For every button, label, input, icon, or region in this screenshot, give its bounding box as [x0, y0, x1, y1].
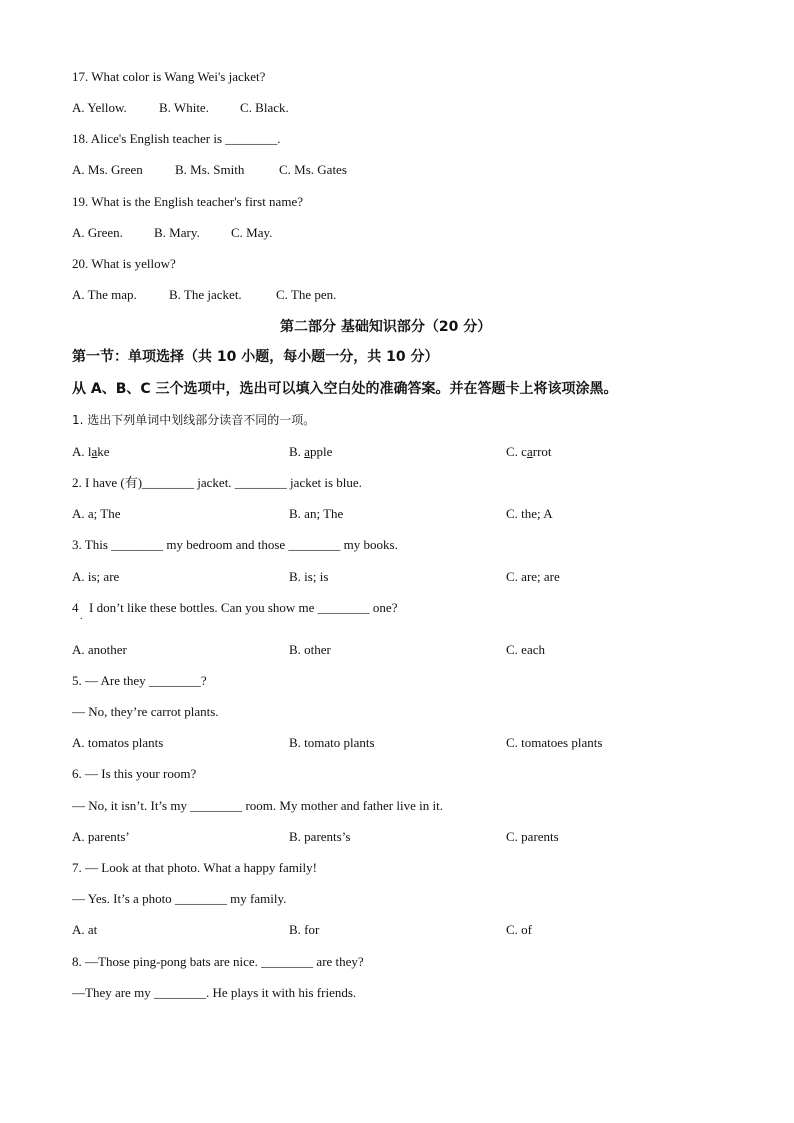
mc4-stem: I don’t like these bottles. Can you show me ________ one?	[89, 600, 398, 615]
mc2-option-b: B. an; The	[289, 506, 344, 521]
mc5-option-c: C. tomatoes plants	[506, 735, 603, 750]
mc6-option-b: B. parents’s	[289, 829, 351, 844]
mc5-option-b: B. tomato plants	[289, 735, 375, 750]
question-20-option-c: C. The pen.	[276, 287, 337, 302]
question-19-option-a: A. Green.	[72, 225, 123, 240]
question-19-option-c: C. May.	[231, 225, 273, 240]
mc5-option-a: A. tomatos plants	[72, 735, 164, 750]
mc3-stem: 3. This ________ my bedroom and those ________ my books.	[72, 537, 398, 552]
question-17-option-b: B. White.	[159, 100, 209, 115]
mc7-option-c: C. of	[506, 922, 532, 937]
mc1-option-c: C. carrot	[506, 444, 552, 459]
section-instruction: 从 A、B、C 三个选项中，选出可以填入空白处的准确答案。并在答题卡上将该项涂黑。	[72, 381, 618, 397]
mc5-stem: 5. — Are they ________?	[72, 673, 207, 688]
question-19-stem: 19. What is the English teacher's first name?	[72, 194, 303, 209]
mc4-dot: .	[80, 611, 83, 622]
question-19-option-b: B. Mary.	[154, 225, 200, 240]
mc2-option-a: A. a; The	[72, 506, 121, 521]
mc6-stem: 6. — Is this your room?	[72, 766, 197, 781]
mc3-option-a: A. is; are	[72, 569, 120, 584]
mc1-option-b: B. apple	[289, 444, 333, 459]
question-18-stem: 18. Alice's English teacher is ________.	[72, 131, 281, 146]
mc7-option-a: A. at	[72, 922, 98, 937]
mc7-option-b: B. for	[289, 922, 320, 937]
mc3-option-b: B. is; is	[289, 569, 329, 584]
mc8-reply: —They are my ________. He plays it with his friends.	[72, 985, 357, 1000]
question-20-option-a: A. The map.	[72, 287, 137, 302]
mc4-option-c: C. each	[506, 642, 545, 657]
mc6-reply: — No, it isn’t. It’s my ________ room. My mother and father live in it.	[72, 798, 443, 813]
mc1-option-a-underlined: a	[91, 444, 98, 459]
question-18-option-a: A. Ms. Green	[72, 162, 143, 177]
question-18-option-c: C. Ms. Gates	[279, 162, 347, 177]
mc7-reply: — Yes. It’s a photo ________ my family.	[72, 891, 287, 906]
question-17-stem: 17. What color is Wang Wei's jacket?	[72, 69, 266, 84]
mc1-stem: 1. 选出下列单词中划线部分读音不同的一项。	[72, 413, 316, 427]
mc8-stem: 8. —Those ping-pong bats are nice. ________ are they?	[72, 954, 364, 969]
question-17-option-c: C. Black.	[240, 100, 289, 115]
mc3-option-c: C. are; are	[506, 569, 560, 584]
mc6-option-a: A. parents’	[72, 829, 130, 844]
mc1-option-c-underlined: a	[526, 444, 533, 459]
mc6-option-c: C. parents	[506, 829, 559, 844]
mc4-number: 4	[72, 600, 79, 615]
mc1-option-b-underlined: a	[304, 444, 310, 459]
mc4-option-b: B. other	[289, 642, 331, 657]
part-two-title: 第二部分 基础知识部分（20 分）	[280, 319, 492, 335]
mc7-stem: 7. — Look at that photo. What a happy family!	[72, 860, 317, 875]
mc5-reply: — No, they’re carrot plants.	[72, 704, 219, 719]
mc2-stem: 2. I have (有)________ jacket. ________ jacket is blue.	[72, 475, 362, 490]
section-one-title: 第一节：单项选择（共 10 小题，每小题一分，共 10 分）	[72, 349, 439, 365]
mc2-option-c: C. the; A	[506, 506, 553, 521]
question-20-option-b: B. The jacket.	[169, 287, 242, 302]
mc1-option-a: A. lake	[72, 444, 110, 459]
mc4-option-a: A. another	[72, 642, 127, 657]
question-20-stem: 20. What is yellow?	[72, 256, 176, 271]
question-18-option-b: B. Ms. Smith	[175, 162, 245, 177]
question-17-option-a: A. Yellow.	[72, 100, 127, 115]
